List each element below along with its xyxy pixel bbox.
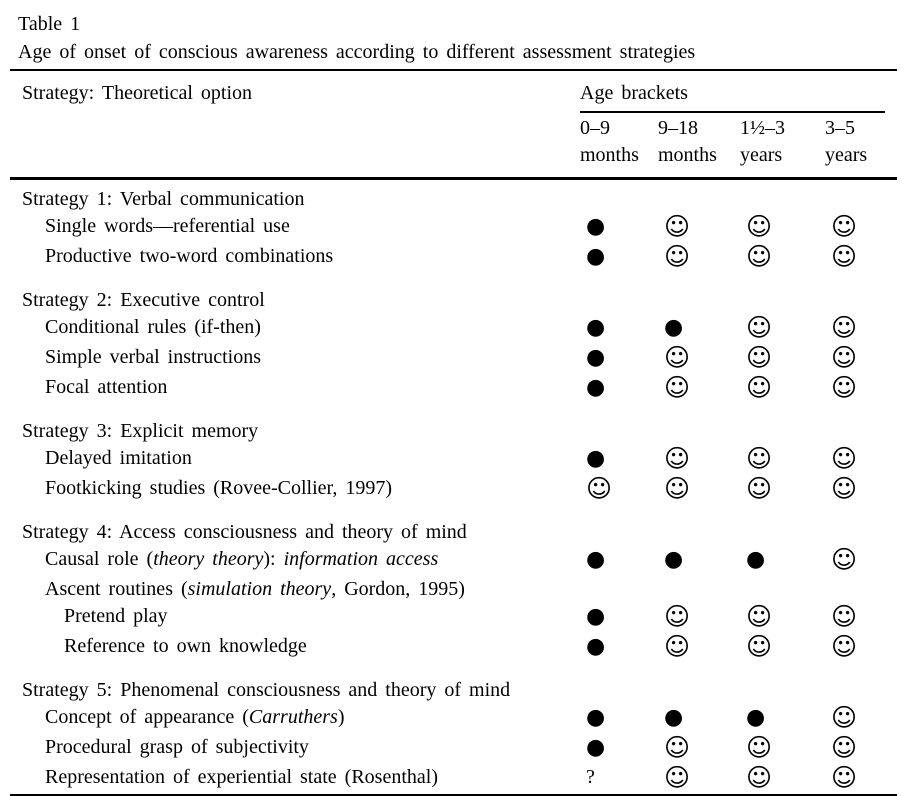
label-segment: Ascent routines ( [45,578,188,600]
symbol-cell [825,603,897,633]
symbol-cell [580,314,658,344]
item-row [10,633,897,663]
symbol-cell [825,633,897,663]
item-row [10,704,897,734]
label-segment: Strategy 1: Verbal communication [22,188,305,210]
filled-circle-icon: ● [586,375,606,400]
smiley-face-icon: ☺ [831,343,858,372]
group-row [10,418,897,445]
filled-circle-icon: ● [586,634,606,659]
age-range: 9–18 [658,117,698,139]
group-row [10,519,897,546]
age-col-header [825,115,897,169]
row-label [10,704,580,734]
symbol-cell [825,344,897,374]
filled-circle-icon: ● [586,604,606,629]
symbol-cell [658,243,740,273]
item-row [10,764,897,794]
symbol-cell [825,475,897,505]
filled-circle-icon: ● [586,244,606,269]
smiley-face-icon: ☺ [746,474,773,503]
symbol-cell [825,734,897,764]
label-segment: , Gordon, 1995) [331,578,465,600]
smiley-face-icon: ☺ [831,444,858,473]
table-header-row [10,71,897,107]
age-range: 0–9 [580,117,610,139]
symbol-cell [580,475,658,505]
label-segment: Strategy 5: Phenomenal consciousness and theory of mind [22,679,511,701]
row-label [10,374,580,404]
row-label [10,734,580,764]
item-row [10,243,897,273]
filled-circle-icon: ● [746,705,766,730]
smiley-face-icon: ☺ [831,474,858,503]
label-segment: Causal role ( [45,548,154,570]
smiley-face-icon: ☺ [746,733,773,762]
label-segment: Strategy 4: Access consciousness and theory of mind [22,521,467,543]
symbol-cell [740,764,825,794]
age-unit: months [580,144,639,166]
table-body [10,180,897,794]
symbol-cell [658,445,740,475]
row-label [10,475,580,505]
age-range: 3–5 [825,117,855,139]
item-row [10,344,897,374]
symbol-cell [740,704,825,734]
question-mark: ? [586,766,595,788]
item-row [10,475,897,505]
age-range: 1½–3 [740,117,785,139]
symbol-cell [740,314,825,344]
symbol-cell [658,374,740,404]
symbol-cell [580,445,658,475]
label-segment: Single words—referential use [45,215,290,237]
group-row [10,677,897,704]
table-label: Table 1 [18,13,81,35]
row-label [10,519,580,546]
age-col-header [580,115,658,169]
row-label [10,418,580,445]
smiley-face-icon: ☺ [831,373,858,402]
filled-circle-icon: ● [586,735,606,760]
item-row [10,576,897,603]
smiley-face-icon: ☺ [664,632,691,661]
item-row [10,734,897,764]
header-strategy-column-label: Strategy: Theoretical option [22,82,253,104]
symbol-cell [658,734,740,764]
symbol-cell [580,603,658,633]
item-row [10,603,897,633]
symbol-cell [658,704,740,734]
label-segment: Reference to own knowledge [64,635,307,657]
row-label [10,546,580,576]
symbol-cell [825,314,897,344]
row-label [10,677,580,704]
label-segment: Concept of appearance ( [45,706,249,728]
filled-circle-icon: ● [664,547,684,572]
symbol-cell [825,546,897,576]
symbol-cell [580,704,658,734]
filled-circle-icon: ● [664,705,684,730]
label-segment: Delayed imitation [45,447,192,469]
symbol-cell [658,213,740,243]
symbol-cell [740,633,825,663]
label-segment: Focal attention [45,376,168,398]
smiley-face-icon: ☺ [831,313,858,342]
symbol-cell [580,546,658,576]
smiley-face-icon: ☺ [746,444,773,473]
row-label [10,603,580,633]
smiley-face-icon: ☺ [664,212,691,241]
row-label [10,633,580,663]
symbol-cell [825,704,897,734]
age-column-headers [10,113,897,173]
symbol-cell [740,344,825,374]
label-segment: Pretend play [64,605,168,627]
item-row [10,546,897,576]
filled-circle-icon: ● [664,315,684,340]
age-col-header [658,115,740,169]
label-segment: Productive two-word combinations [45,245,334,267]
label-segment: Strategy 2: Executive control [22,289,265,311]
item-row [10,213,897,243]
filled-circle-icon: ● [586,547,606,572]
smiley-face-icon: ☺ [831,545,858,574]
smiley-face-icon: ☺ [746,632,773,661]
row-label [10,186,580,213]
symbol-cell [580,764,658,794]
symbol-cell [825,243,897,273]
smiley-face-icon: ☺ [831,212,858,241]
symbol-cell [658,603,740,633]
symbol-cell [740,445,825,475]
row-label [10,314,580,344]
symbol-cell [580,213,658,243]
row-label [10,344,580,374]
smiley-face-icon: ☺ [664,733,691,762]
smiley-face-icon: ☺ [831,703,858,732]
smiley-face-icon: ☺ [664,444,691,473]
table-caption: Age of onset of conscious awareness according to different assessment strategies [18,41,696,63]
symbol-cell [825,445,897,475]
italic-label-segment: simulation theory [187,578,332,600]
smiley-face-icon: ☺ [746,373,773,402]
filled-circle-icon: ● [586,446,606,471]
smiley-face-icon: ☺ [664,373,691,402]
row-label [10,287,580,314]
row-label [10,764,580,794]
symbol-cell [658,314,740,344]
row-label [10,243,580,273]
symbol-cell [580,633,658,663]
header-age-brackets-label: Age brackets [580,82,688,104]
filled-circle-icon: ● [586,214,606,239]
item-row [10,314,897,344]
filled-circle-icon: ● [746,547,766,572]
group-row [10,287,897,314]
symbol-cell [740,603,825,633]
symbol-cell [580,374,658,404]
smiley-face-icon: ☺ [746,602,773,631]
italic-label-segment: information access [283,548,439,570]
symbol-cell [658,475,740,505]
smiley-face-icon: ☺ [664,343,691,372]
symbol-cell [740,546,825,576]
smiley-face-icon: ☺ [746,242,773,271]
smiley-face-icon: ☺ [831,242,858,271]
smiley-face-icon: ☺ [746,313,773,342]
symbol-cell [658,344,740,374]
group-spacer [10,505,897,519]
symbol-cell [658,546,740,576]
smiley-face-icon: ☺ [664,602,691,631]
filled-circle-icon: ● [586,705,606,730]
age-col-header [740,115,825,169]
smiley-face-icon: ☺ [831,632,858,661]
smiley-face-icon: ☺ [831,733,858,762]
row-label [10,445,580,475]
item-row [10,374,897,404]
header-spacer-cell [10,115,580,169]
smiley-face-icon: ☺ [746,212,773,241]
symbol-cell [825,374,897,404]
filled-circle-icon: ● [586,345,606,370]
filled-circle-icon: ● [586,315,606,340]
label-segment: Conditional rules (if-then) [45,316,261,338]
symbol-cell [825,213,897,243]
symbol-cell [740,374,825,404]
label-segment: Strategy 3: Explicit memory [22,420,259,442]
smiley-face-icon: ☺ [831,763,858,792]
symbol-cell [580,243,658,273]
label-segment: Simple verbal instructions [45,346,261,368]
group-spacer [10,404,897,418]
label-segment: Footkicking studies (Rovee-Collier, 1997) [45,477,393,499]
group-spacer [10,273,897,287]
smiley-face-icon: ☺ [664,242,691,271]
smiley-face-icon: ☺ [664,763,691,792]
smiley-face-icon: ☺ [831,602,858,631]
age-unit: years [740,144,783,166]
smiley-face-icon: ☺ [664,474,691,503]
label-segment: ) [337,706,345,728]
group-spacer [10,663,897,677]
symbol-cell [740,734,825,764]
smiley-face-icon: ☺ [586,474,613,503]
label-segment: Procedural grasp of subjectivity [45,736,309,758]
symbol-cell [740,243,825,273]
symbol-cell [658,633,740,663]
label-segment: Representation of experiential state (Rosenthal) [45,766,438,788]
row-label [10,213,580,243]
symbol-cell [825,764,897,794]
age-unit: years [825,144,868,166]
italic-label-segment: theory theory [153,548,264,570]
smiley-face-icon: ☺ [746,763,773,792]
label-segment: ): [263,548,284,570]
symbol-cell [580,344,658,374]
symbol-cell [740,213,825,243]
age-unit: months [658,144,717,166]
row-label [10,576,580,603]
smiley-face-icon: ☺ [746,343,773,372]
symbol-cell [580,734,658,764]
symbol-cell [658,764,740,794]
symbol-cell [740,475,825,505]
italic-label-segment: Carruthers [248,706,338,728]
group-row [10,186,897,213]
item-row [10,445,897,475]
